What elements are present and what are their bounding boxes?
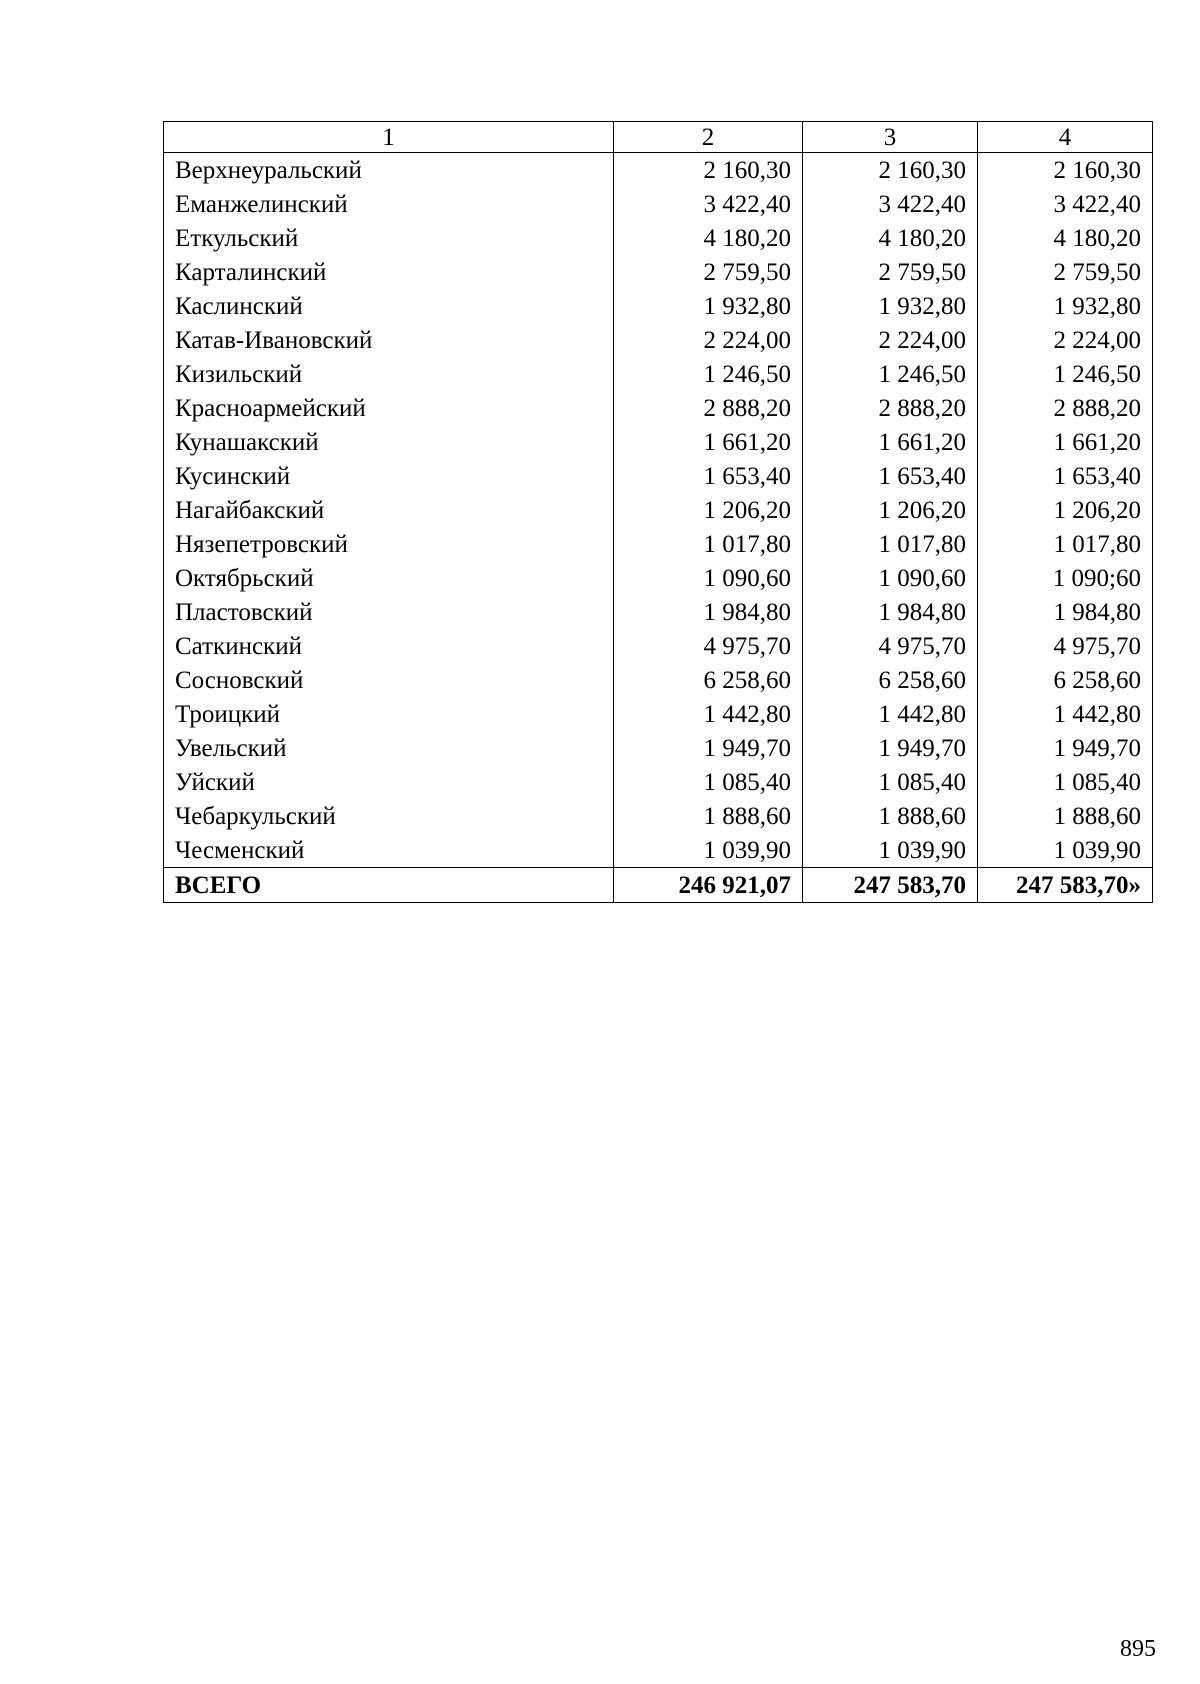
total-col-2: 246 921,07	[614, 868, 803, 903]
table-row	[164, 391, 1153, 425]
table-row	[164, 255, 1153, 289]
value-cell-col-3: 1 085,40	[803, 765, 978, 799]
total-col-4: 247 583,70»	[978, 868, 1153, 903]
value-cell-col-2: 3 422,40	[614, 187, 803, 221]
value-cell-col-2: 1 442,80	[614, 697, 803, 731]
district-name-cell: Верхнеуральский	[164, 153, 614, 188]
value-cell-col-4: 1 090;60	[978, 561, 1153, 595]
value-cell-col-2: 1 090,60	[614, 561, 803, 595]
district-name-cell: Еманжелинский	[164, 187, 614, 221]
value-cell-col-2: 1 888,60	[614, 799, 803, 833]
district-name-cell: Октябрьский	[164, 561, 614, 595]
value-cell-col-2: 6 258,60	[614, 663, 803, 697]
district-name-cell: Саткинский	[164, 629, 614, 663]
value-cell-col-3: 1 661,20	[803, 425, 978, 459]
value-cell-col-4: 3 422,40	[978, 187, 1153, 221]
district-name-cell: Сосновский	[164, 663, 614, 697]
value-cell-col-4: 1 984,80	[978, 595, 1153, 629]
district-name-cell: Красноармейский	[164, 391, 614, 425]
table-row	[164, 153, 1153, 188]
table-row	[164, 595, 1153, 629]
district-name-cell: Уйский	[164, 765, 614, 799]
column-header-3: 3	[803, 122, 978, 153]
table-row	[164, 561, 1153, 595]
district-name-cell: Нагайбакский	[164, 493, 614, 527]
value-cell-col-4: 2 160,30	[978, 153, 1153, 188]
value-cell-col-3: 4 180,20	[803, 221, 978, 255]
table-row	[164, 629, 1153, 663]
value-cell-col-4: 1 206,20	[978, 493, 1153, 527]
table-row	[164, 459, 1153, 493]
value-cell-col-2: 1 984,80	[614, 595, 803, 629]
value-cell-col-2: 1 017,80	[614, 527, 803, 561]
value-cell-col-4: 2 888,20	[978, 391, 1153, 425]
column-header-2: 2	[614, 122, 803, 153]
value-cell-col-2: 1 932,80	[614, 289, 803, 323]
value-cell-col-4: 4 180,20	[978, 221, 1153, 255]
table-row	[164, 799, 1153, 833]
value-cell-col-2: 1 661,20	[614, 425, 803, 459]
value-cell-col-2: 4 180,20	[614, 221, 803, 255]
district-name-cell: Кунашакский	[164, 425, 614, 459]
value-cell-col-3: 3 422,40	[803, 187, 978, 221]
district-name-cell: Троицкий	[164, 697, 614, 731]
table-row	[164, 221, 1153, 255]
value-cell-col-3: 1 984,80	[803, 595, 978, 629]
page-number: 895	[1120, 1636, 1156, 1662]
district-name-cell: Чесменский	[164, 833, 614, 868]
district-name-cell: Чебаркульский	[164, 799, 614, 833]
value-cell-col-3: 2 759,50	[803, 255, 978, 289]
district-name-cell: Еткульский	[164, 221, 614, 255]
table-row	[164, 289, 1153, 323]
value-cell-col-4: 1 442,80	[978, 697, 1153, 731]
value-cell-col-4: 1 932,80	[978, 289, 1153, 323]
value-cell-col-4: 1 653,40	[978, 459, 1153, 493]
value-cell-col-3: 1 206,20	[803, 493, 978, 527]
value-cell-col-4: 1 017,80	[978, 527, 1153, 561]
value-cell-col-2: 1 039,90	[614, 833, 803, 868]
value-cell-col-4: 1 949,70	[978, 731, 1153, 765]
value-cell-col-3: 1 017,80	[803, 527, 978, 561]
value-cell-col-2: 1 206,20	[614, 493, 803, 527]
table-row	[164, 731, 1153, 765]
value-cell-col-2: 2 888,20	[614, 391, 803, 425]
value-cell-col-2: 4 975,70	[614, 629, 803, 663]
value-cell-col-3: 2 888,20	[803, 391, 978, 425]
value-cell-col-3: 1 653,40	[803, 459, 978, 493]
total-label: ВСЕГО	[164, 868, 614, 903]
table-row	[164, 425, 1153, 459]
value-cell-col-2: 1 246,50	[614, 357, 803, 391]
value-cell-col-2: 2 160,30	[614, 153, 803, 188]
column-header-1: 1	[164, 122, 614, 153]
value-cell-col-3: 2 224,00	[803, 323, 978, 357]
table-row	[164, 765, 1153, 799]
district-name-cell: Пластовский	[164, 595, 614, 629]
table-row	[164, 663, 1153, 697]
table-row	[164, 187, 1153, 221]
value-cell-col-4: 1 661,20	[978, 425, 1153, 459]
value-cell-col-2: 1 949,70	[614, 731, 803, 765]
district-name-cell: Кусинский	[164, 459, 614, 493]
value-cell-col-3: 1 090,60	[803, 561, 978, 595]
value-cell-col-3: 6 258,60	[803, 663, 978, 697]
value-cell-col-3: 1 442,80	[803, 697, 978, 731]
district-name-cell: Нязепетровский	[164, 527, 614, 561]
column-header-4: 4	[978, 122, 1153, 153]
district-name-cell: Увельский	[164, 731, 614, 765]
table-row	[164, 357, 1153, 391]
table-row	[164, 527, 1153, 561]
district-name-cell: Катав-Ивановский	[164, 323, 614, 357]
value-cell-col-4: 1 888,60	[978, 799, 1153, 833]
table-row	[164, 697, 1153, 731]
value-cell-col-4: 2 224,00	[978, 323, 1153, 357]
total-row	[164, 868, 1153, 903]
header-row	[164, 122, 1153, 153]
district-table	[163, 121, 1153, 903]
table-row	[164, 833, 1153, 868]
table-row	[164, 493, 1153, 527]
district-name-cell: Карталинский	[164, 255, 614, 289]
value-cell-col-3: 1 949,70	[803, 731, 978, 765]
value-cell-col-2: 1 653,40	[614, 459, 803, 493]
table-body	[164, 153, 1153, 868]
value-cell-col-3: 1 932,80	[803, 289, 978, 323]
total-col-3: 247 583,70	[803, 868, 978, 903]
value-cell-col-4: 2 759,50	[978, 255, 1153, 289]
district-name-cell: Кизильский	[164, 357, 614, 391]
value-cell-col-4: 1 085,40	[978, 765, 1153, 799]
table-row	[164, 323, 1153, 357]
value-cell-col-2: 2 224,00	[614, 323, 803, 357]
table-footer	[164, 868, 1153, 903]
value-cell-col-2: 2 759,50	[614, 255, 803, 289]
value-cell-col-4: 1 246,50	[978, 357, 1153, 391]
value-cell-col-4: 6 258,60	[978, 663, 1153, 697]
value-cell-col-3: 1 246,50	[803, 357, 978, 391]
value-cell-col-4: 4 975,70	[978, 629, 1153, 663]
value-cell-col-3: 1 039,90	[803, 833, 978, 868]
value-cell-col-3: 2 160,30	[803, 153, 978, 188]
table-header	[164, 122, 1153, 153]
value-cell-col-4: 1 039,90	[978, 833, 1153, 868]
value-cell-col-2: 1 085,40	[614, 765, 803, 799]
value-cell-col-3: 4 975,70	[803, 629, 978, 663]
value-cell-col-3: 1 888,60	[803, 799, 978, 833]
district-name-cell: Каслинский	[164, 289, 614, 323]
